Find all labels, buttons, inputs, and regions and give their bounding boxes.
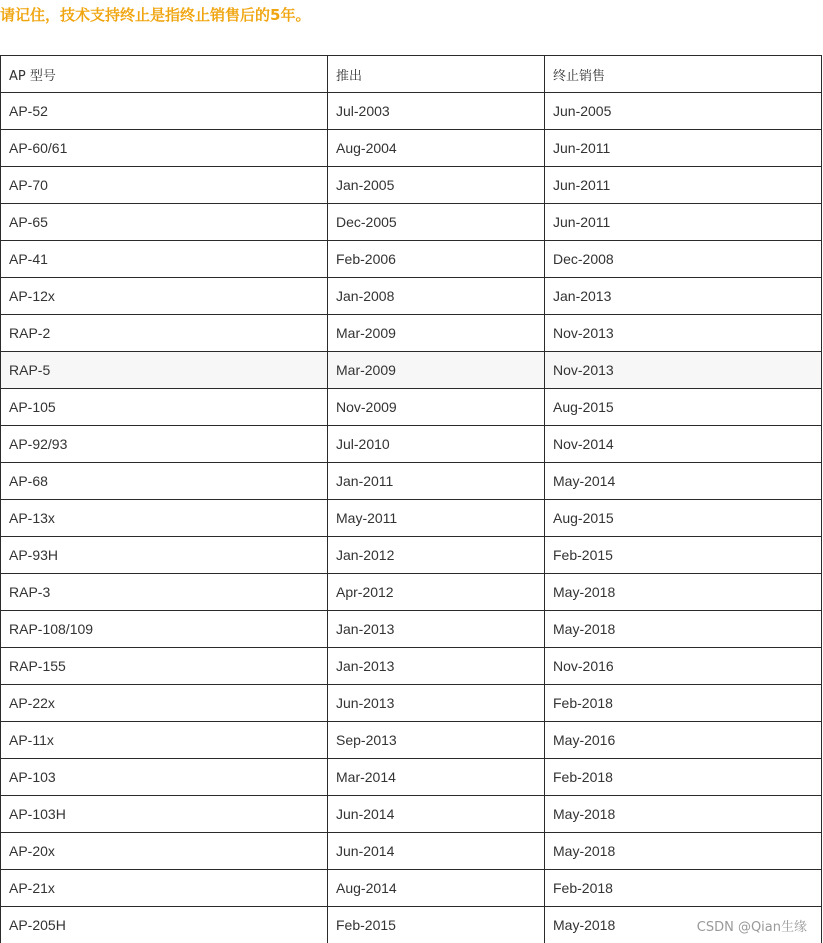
table-row	[1, 648, 822, 685]
cell-launch: Jul-2010	[328, 426, 545, 463]
cell-model: RAP-5	[1, 352, 328, 389]
cell-model: AP-70	[1, 167, 328, 204]
cell-end-of-sale: Jan-2013	[545, 278, 822, 315]
cell-end-of-sale: Jun-2005	[545, 93, 822, 130]
cell-model: AP-21x	[1, 870, 328, 907]
cell-end-of-sale: Nov-2013	[545, 315, 822, 352]
table-row	[1, 389, 822, 426]
cell-launch: Nov-2009	[328, 389, 545, 426]
table-row	[1, 500, 822, 537]
cell-model: AP-52	[1, 93, 328, 130]
cell-model: AP-205H	[1, 907, 328, 943]
cell-model: AP-11x	[1, 722, 328, 759]
cell-model: AP-68	[1, 463, 328, 500]
table-row	[1, 611, 822, 648]
cell-launch: Sep-2013	[328, 722, 545, 759]
table-row	[1, 241, 822, 278]
cell-launch: Jan-2011	[328, 463, 545, 500]
cell-end-of-sale: Feb-2018	[545, 685, 822, 722]
table-row	[1, 315, 822, 352]
cell-model: AP-41	[1, 241, 328, 278]
header-end-of-sale: 终止销售	[545, 56, 822, 93]
cell-launch: Mar-2009	[328, 315, 545, 352]
cell-launch: Aug-2014	[328, 870, 545, 907]
cell-model: AP-103	[1, 759, 328, 796]
cell-launch: Apr-2012	[328, 574, 545, 611]
cell-model: AP-20x	[1, 833, 328, 870]
cell-model: AP-103H	[1, 796, 328, 833]
cell-end-of-sale: Aug-2015	[545, 500, 822, 537]
table-row	[1, 796, 822, 833]
cell-launch: Feb-2006	[328, 241, 545, 278]
ap-model-table	[0, 55, 822, 943]
eol-notice: 请记住，技术支持终止是指终止销售后的5年。	[0, 6, 311, 24]
table-row	[1, 204, 822, 241]
table-row	[1, 463, 822, 500]
cell-launch: Jan-2013	[328, 611, 545, 648]
table-row	[1, 278, 822, 315]
cell-end-of-sale: May-2014	[545, 463, 822, 500]
cell-launch: Jan-2008	[328, 278, 545, 315]
csdn-watermark: CSDN @Qian生缘	[696, 920, 807, 935]
cell-model: AP-65	[1, 204, 328, 241]
header-launch: 推出	[328, 56, 545, 93]
header-model: AP 型号	[1, 56, 328, 93]
cell-model: AP-22x	[1, 685, 328, 722]
cell-end-of-sale: May-2018	[545, 907, 822, 943]
cell-launch: Jul-2003	[328, 93, 545, 130]
table-body	[1, 93, 822, 943]
table-row	[1, 574, 822, 611]
table-row	[1, 833, 822, 870]
cell-end-of-sale: Jun-2011	[545, 130, 822, 167]
cell-launch: May-2011	[328, 500, 545, 537]
table-row	[1, 759, 822, 796]
cell-end-of-sale: Jun-2011	[545, 167, 822, 204]
cell-end-of-sale: Aug-2015	[545, 389, 822, 426]
cell-end-of-sale: Dec-2008	[545, 241, 822, 278]
cell-model: AP-105	[1, 389, 328, 426]
table-row	[1, 685, 822, 722]
table-row	[1, 722, 822, 759]
cell-model: RAP-108/109	[1, 611, 328, 648]
cell-model: RAP-2	[1, 315, 328, 352]
table-row	[1, 130, 822, 167]
cell-end-of-sale: Feb-2015	[545, 537, 822, 574]
cell-end-of-sale: Feb-2018	[545, 759, 822, 796]
cell-launch: Aug-2004	[328, 130, 545, 167]
cell-launch: Jan-2013	[328, 648, 545, 685]
cell-end-of-sale: Feb-2018	[545, 870, 822, 907]
cell-end-of-sale: May-2018	[545, 611, 822, 648]
cell-model: RAP-155	[1, 648, 328, 685]
cell-launch: Jun-2014	[328, 796, 545, 833]
cell-launch: Dec-2005	[328, 204, 545, 241]
cell-launch: Jan-2012	[328, 537, 545, 574]
cell-model: AP-60/61	[1, 130, 328, 167]
cell-end-of-sale: Nov-2013	[545, 352, 822, 389]
cell-end-of-sale: May-2018	[545, 796, 822, 833]
cell-launch: Feb-2015	[328, 907, 545, 943]
table-row	[1, 870, 822, 907]
cell-end-of-sale: Nov-2016	[545, 648, 822, 685]
cell-launch: Jan-2005	[328, 167, 545, 204]
cell-end-of-sale: May-2018	[545, 833, 822, 870]
cell-launch: Mar-2014	[328, 759, 545, 796]
table-row	[1, 352, 822, 389]
cell-model: AP-12x	[1, 278, 328, 315]
cell-launch: Jun-2014	[328, 833, 545, 870]
table-row	[1, 537, 822, 574]
cell-end-of-sale: May-2018	[545, 574, 822, 611]
table-row	[1, 426, 822, 463]
table-header-row	[1, 56, 822, 93]
table-row	[1, 167, 822, 204]
cell-model: AP-93H	[1, 537, 328, 574]
cell-end-of-sale: Nov-2014	[545, 426, 822, 463]
cell-end-of-sale: Jun-2011	[545, 204, 822, 241]
cell-launch: Jun-2013	[328, 685, 545, 722]
table-row	[1, 93, 822, 130]
cell-model: AP-13x	[1, 500, 328, 537]
cell-model: AP-92/93	[1, 426, 328, 463]
cell-end-of-sale: May-2016	[545, 722, 822, 759]
cell-launch: Mar-2009	[328, 352, 545, 389]
cell-model: RAP-3	[1, 574, 328, 611]
